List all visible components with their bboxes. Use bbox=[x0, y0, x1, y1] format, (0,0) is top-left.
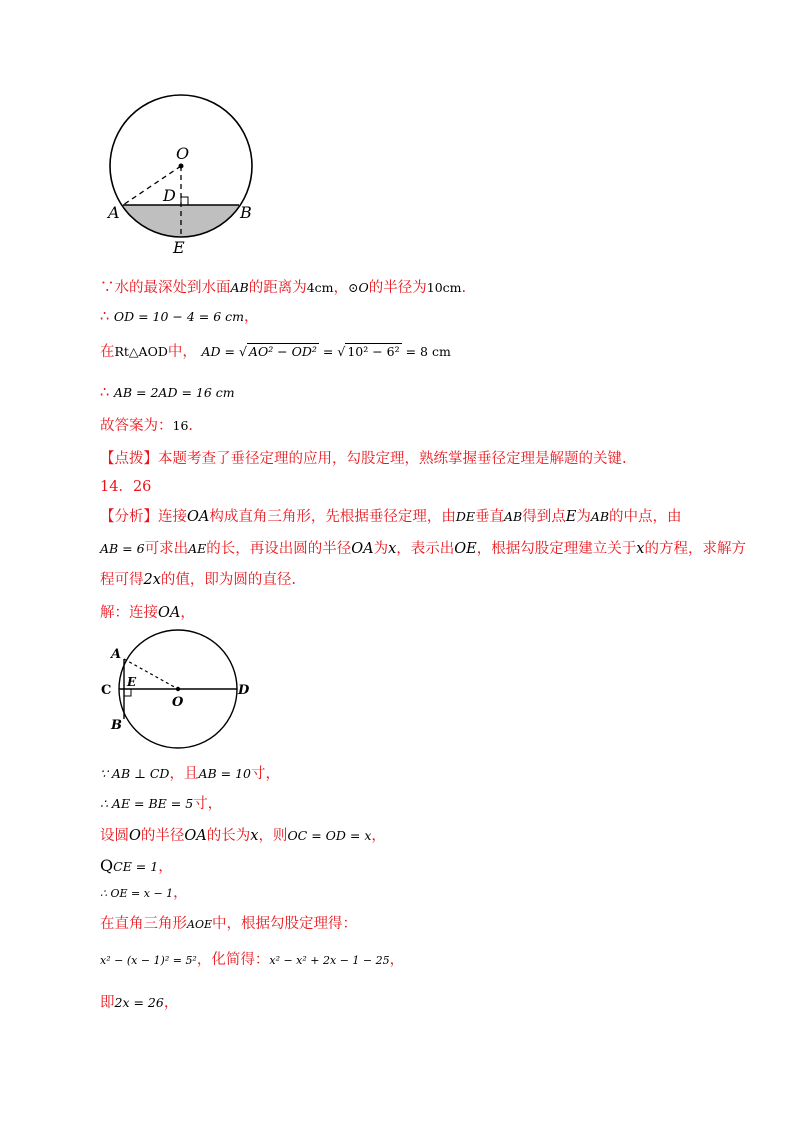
label-o: O bbox=[172, 695, 184, 710]
label-b: B bbox=[240, 203, 252, 222]
right-angle-mark bbox=[181, 197, 188, 205]
text-line: ∵ AB ⊥ CD，且AB = 10寸， bbox=[100, 766, 280, 782]
text-line: 设圆O的半径OA的长为x，则OC = OD = x， bbox=[100, 828, 386, 844]
center-point bbox=[179, 164, 184, 169]
question-number: 14．26 bbox=[100, 479, 152, 495]
text-line: QCE = 1， bbox=[100, 856, 173, 875]
text-line: x² − (x − 1)² = 5²，化简得：x² − x² + 2x − 1 − 25， bbox=[100, 952, 405, 968]
text-line: 在Rt△AOD中， AD = √ AO² − OD² = √ 10² − 6² = 8 cm bbox=[100, 344, 451, 360]
label-e: E bbox=[127, 675, 137, 689]
analysis-paragraph: AB = 6可求出AE的长，再设出圆的半径OA为x，表示出OE，根据勾股定理建立关于x的方程，求解方 bbox=[100, 541, 746, 557]
label-b: B bbox=[111, 718, 122, 733]
text-line: 在直角三角形AOE中，根据勾股定理得： bbox=[100, 916, 357, 932]
right-angle-mark bbox=[124, 689, 131, 696]
text-line: ∴ OD = 10 − 4 = 6 cm， bbox=[100, 309, 259, 325]
tip-paragraph: 【点拨】本题考查了垂径定理的应用，勾股定理，熟练掌握垂径定理是解题的关键. bbox=[100, 451, 627, 467]
analysis-paragraph: 程可得2x的值，即为圆的直径. bbox=[100, 572, 297, 588]
text-line: 解：连接OA， bbox=[100, 605, 195, 621]
text-line: ∴ AB = 2AD = 16 cm bbox=[100, 385, 235, 401]
text-line: ∴ OE = x − 1， bbox=[100, 885, 188, 901]
text-line: 即2x = 26， bbox=[100, 995, 179, 1011]
center-point bbox=[176, 687, 180, 691]
label-a: A bbox=[111, 647, 122, 662]
text-line: ∴ AE = BE = 5寸， bbox=[100, 796, 223, 812]
label-a: A bbox=[108, 203, 120, 222]
analysis-paragraph: 【分析】连接OA构成直角三角形，先根据垂径定理，由DE垂直AB得到点E为AB的中点，由 bbox=[100, 509, 682, 525]
label-e: E bbox=[173, 238, 185, 257]
text-line: 故答案为：16. bbox=[100, 418, 194, 434]
label-d: D bbox=[163, 186, 176, 205]
label-c: C bbox=[101, 683, 112, 698]
circle-figure-1 bbox=[0, 0, 800, 270]
label-o: O bbox=[176, 144, 190, 163]
label-d: D bbox=[238, 683, 250, 698]
text-line: ∵水的最深处到水面AB的距离为4cm，⊙O的半径为10cm. bbox=[100, 280, 467, 296]
circle-figure-2 bbox=[0, 625, 800, 755]
